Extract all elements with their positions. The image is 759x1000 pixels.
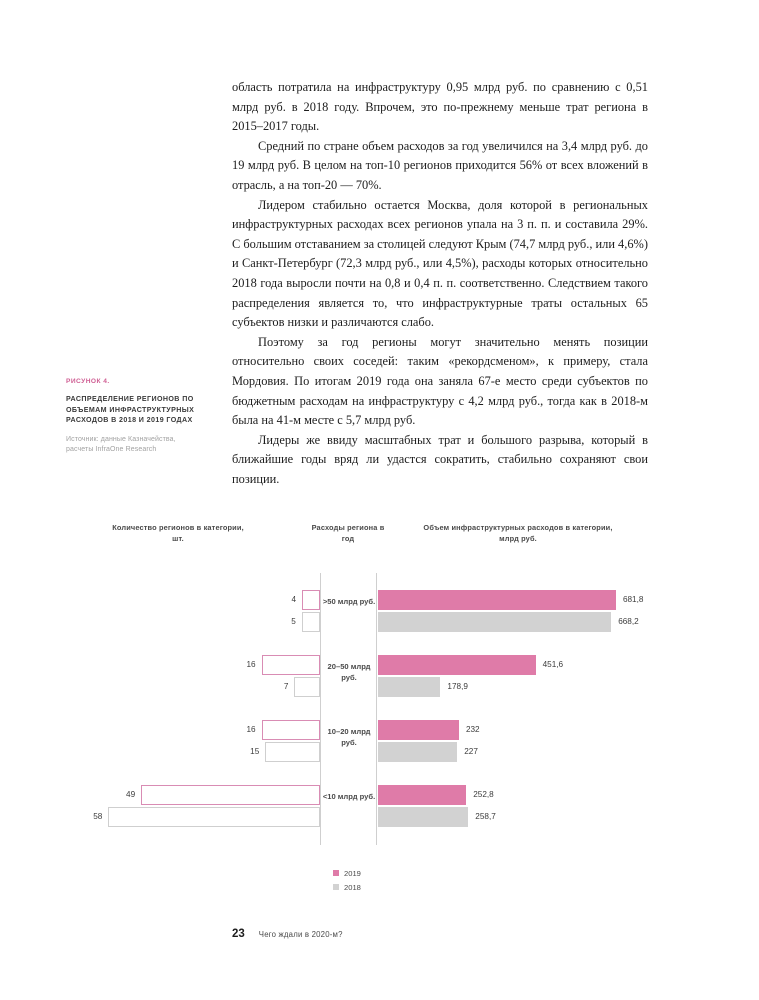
value-label: 232	[465, 725, 480, 734]
count-bar	[294, 677, 320, 697]
figure-number: РИСУНОК 4.	[66, 378, 110, 385]
count-bar	[265, 742, 320, 762]
count-value-label: 16	[246, 725, 256, 734]
count-value-label: 5	[291, 617, 296, 626]
legend-item-2018	[333, 881, 361, 893]
paragraph: Средний по стране объем расходов за год увеличился на 3,4 млрд руб. до 19 млрд руб. В целом на топ-10 регионов приходится 56% от всех вложений в отрасль, а на топ-20 — 70%.	[232, 138, 648, 192]
value-bar	[378, 612, 611, 632]
figure-title: РАСПРЕДЕЛЕНИЕ РЕГИОНОВ ПО ОБЪЕМАМ ИНФРАСТРУКТУРНЫХ РАСХОДОВ В 2018 И 2019 ГОДАХ	[66, 395, 195, 425]
chart-legend	[333, 867, 361, 895]
value-label: 681,8	[622, 595, 644, 604]
category-label: <10 млрд руб.	[322, 792, 376, 801]
center-axis-label: Расходы региона в год	[311, 523, 385, 544]
count-value-label: 7	[283, 682, 289, 691]
count-value-label: 4	[291, 595, 296, 604]
article-body	[232, 78, 648, 489]
count-bar	[262, 655, 320, 675]
value-label: 258,7	[475, 812, 496, 821]
count-bar	[302, 612, 320, 632]
axis-divider-right	[376, 573, 377, 845]
axis-divider-left	[320, 573, 321, 845]
value-bar	[378, 807, 468, 827]
count-value-label: 16	[246, 660, 256, 669]
value-bar	[378, 785, 466, 805]
value-bar	[378, 742, 457, 762]
count-value-label: 49	[126, 790, 136, 799]
count-value-label: 58	[93, 812, 103, 821]
count-value-label: 15	[250, 747, 260, 756]
paragraph: Лидеры же ввиду масштабных трат и большого разрыва, который в ближайшие годы вряд ли удастся сократить, стабильно сохраняют свои позиции.	[232, 432, 648, 486]
running-head: Чего ждали в 2020-м?	[258, 930, 343, 939]
figure-caption	[66, 376, 198, 456]
value-bar	[378, 720, 459, 740]
category-label: 20–50 млрд руб.	[322, 662, 376, 683]
left-axis-label: Количество регионов в категории, шт.	[112, 523, 244, 544]
value-bar	[378, 655, 536, 675]
count-bar	[141, 785, 320, 805]
figure-source: Источник: данные Казначейства, расчеты InfraOne Research	[66, 435, 176, 454]
page-footer	[232, 928, 343, 940]
paragraph: область потратила на инфраструктуру 0,95 млрд руб. по сравнению с 0,51 млрд руб. в 2018 году. Впрочем, это по-прежнему меньше трат региона в 2015–2017 годы.	[232, 80, 648, 134]
page-number: 23	[232, 928, 245, 940]
value-label: 227	[464, 747, 478, 756]
paragraph: Поэтому за год регионы могут значительно менять позиции относительно своих соседей: таким «рекордсменом», к примеру, стала Мордовия. По итогам 2019 года она заняла 67-е место среди субъектов по бюджетным расходам на инфраструктуру с 4,2 млрд руб., тогда как в 2018-м была на 41-м месте с 5,7 млрд руб.	[232, 334, 648, 428]
right-axis-label: Объем инфраструктурных расходов в категории, млрд руб.	[423, 523, 613, 544]
count-bar	[108, 807, 320, 827]
legend-label: 2019	[344, 868, 361, 878]
paragraph: Лидером стабильно остается Москва, доля которой в региональных инфраструктурных расходах всех регионов упала на 3 п. п. и составила 29%. С большим отставанием за столицей следуют Крым (74,7 млрд руб., или 4,6%) и Санкт-Петербург (72,3 млрд руб., или 4,5%), расходы которых относительно 2018 года выросли почти на 0,8 и 0,4 п. п. соответственно. Следствием такого распределения является то, что инфраструктурные траты остальных 65 субъектов низки и различаются слабо.	[232, 197, 648, 330]
count-bar	[262, 720, 320, 740]
category-label: >50 млрд руб.	[322, 597, 376, 606]
legend-swatch-icon	[333, 884, 339, 890]
legend-item-2019	[333, 867, 361, 879]
count-bar	[302, 590, 320, 610]
value-bar	[378, 590, 616, 610]
value-label: 178,9	[447, 682, 468, 691]
value-label: 252,8	[473, 790, 494, 799]
value-label: 451,6	[542, 660, 564, 669]
legend-swatch-icon	[333, 870, 339, 876]
value-bar	[378, 677, 440, 697]
value-label: 668,2	[618, 617, 639, 626]
legend-label: 2018	[344, 882, 361, 892]
distribution-chart	[0, 505, 759, 905]
category-label: 10–20 млрд руб.	[322, 727, 376, 748]
